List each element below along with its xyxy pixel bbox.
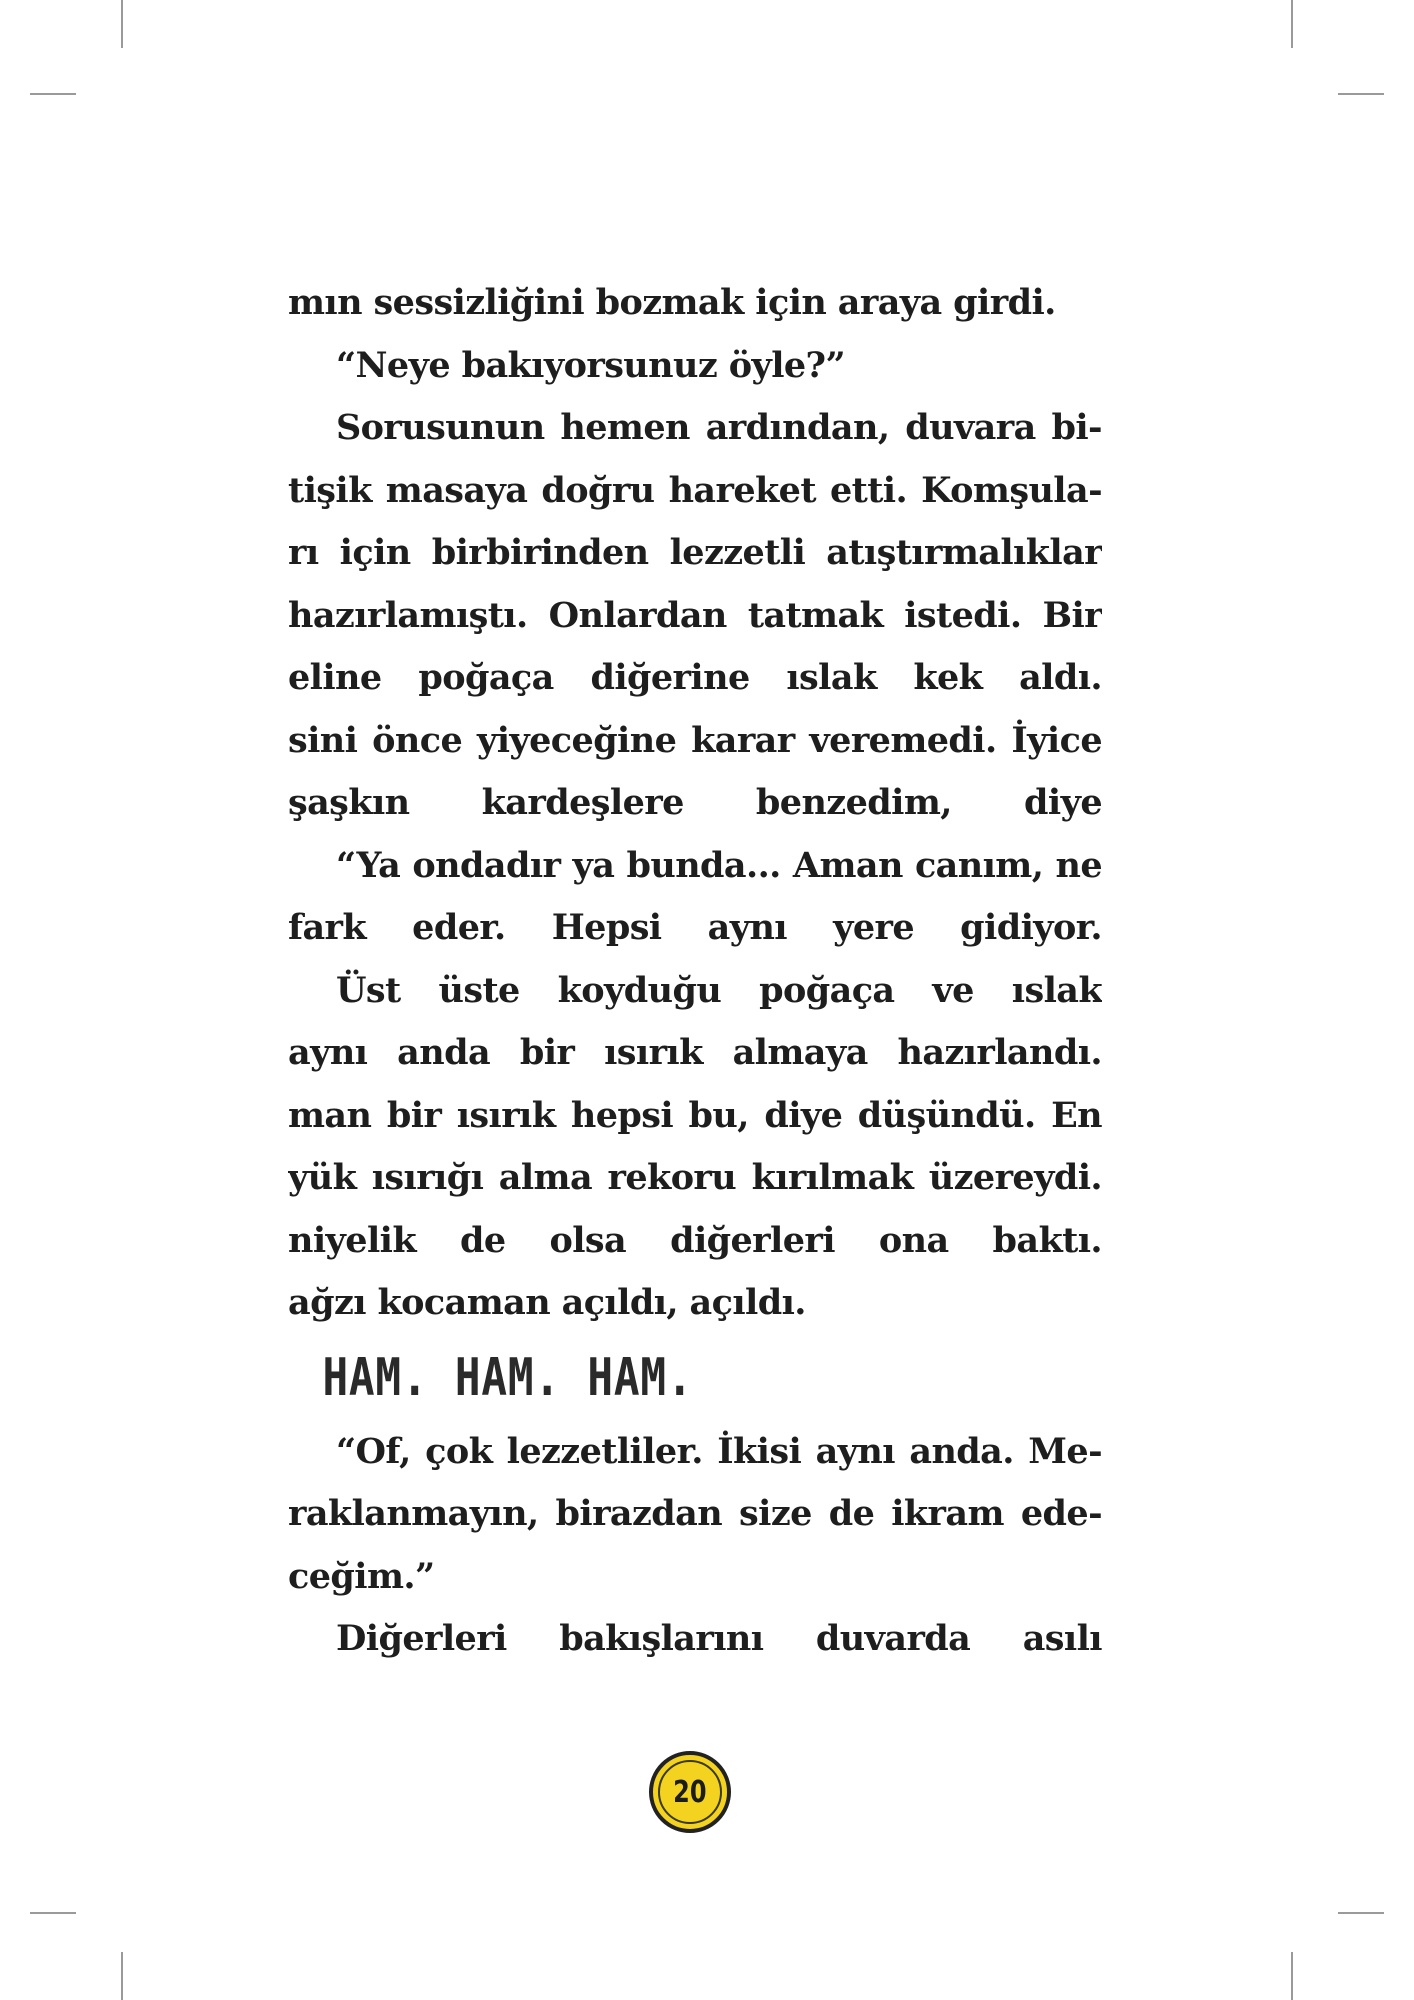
- body-text: [288, 272, 1102, 1671]
- text-line: ceğim.”: [288, 1555, 435, 1597]
- crop-mark-top-left-vertical: [121, 0, 123, 48]
- text-line: tişik masaya doğru hareket etti. Komşula-: [288, 469, 1102, 511]
- text-line: “Of, çok lezzetliler. İkisi aynı anda. Me-: [336, 1430, 1102, 1472]
- text-line: ağzı kocaman açıldı, açıldı.: [288, 1282, 806, 1323]
- text-line: niyelik de olsa diğerleri ona baktı.: [288, 1219, 1102, 1261]
- text-line: eline poğaça diğerine ıslak kek aldı.: [288, 657, 1102, 698]
- text-line: şaşkın kardeşlere benzedim, diye: [288, 782, 1102, 823]
- crop-mark-bottom-right-horizontal: [1338, 1912, 1384, 1914]
- text-line: fark eder. Hepsi aynı yere gidiyor.: [288, 907, 1102, 948]
- text-line: aynı anda bir ısırık almaya hazırlandı.: [288, 1032, 1102, 1073]
- text-line: “Ya ondadır ya bunda... Aman canım, ne: [336, 844, 1102, 886]
- text-line: raklanmayın, birazdan size de ikram ede-: [288, 1493, 1102, 1534]
- crop-mark-bottom-left-vertical: [121, 1952, 123, 2000]
- text-line: hazırlamıştı. Onlardan tatmak istedi. Bir: [288, 594, 1102, 636]
- text-line: yük ısırığı alma rekoru kırılmak üzereydi.: [288, 1157, 1102, 1198]
- page-number-badge: [649, 1751, 731, 1833]
- crop-mark-bottom-right-vertical: [1291, 1952, 1293, 2000]
- text-line: “Neye bakıyorsunuz öyle?”: [336, 344, 845, 386]
- text-line: rı için birbirinden lezzetli atıştırmalıklar: [288, 532, 1102, 573]
- crop-mark-bottom-left-horizontal: [30, 1912, 76, 1914]
- crop-mark-top-right-vertical: [1291, 0, 1293, 48]
- text-line: mın sessizliğini bozmak için araya girdi.: [288, 282, 1056, 323]
- text-line: Diğerleri bakışlarını duvarda asılı: [336, 1618, 1102, 1659]
- crop-mark-top-left-horizontal: [30, 93, 76, 95]
- crop-mark-top-right-horizontal: [1338, 93, 1384, 95]
- sound-effect-heading: HAM. HAM. HAM.: [322, 1347, 694, 1408]
- text-line: sini önce yiyeceğine karar veremedi. İyice: [288, 719, 1102, 761]
- text-line: Üst üste koyduğu poğaça ve ıslak: [336, 969, 1102, 1011]
- page-number: 20: [673, 1774, 707, 1810]
- text-line: Sorusunun hemen ardından, duvara bi-: [336, 407, 1102, 448]
- text-line: man bir ısırık hepsi bu, diye düşündü. En: [288, 1094, 1102, 1136]
